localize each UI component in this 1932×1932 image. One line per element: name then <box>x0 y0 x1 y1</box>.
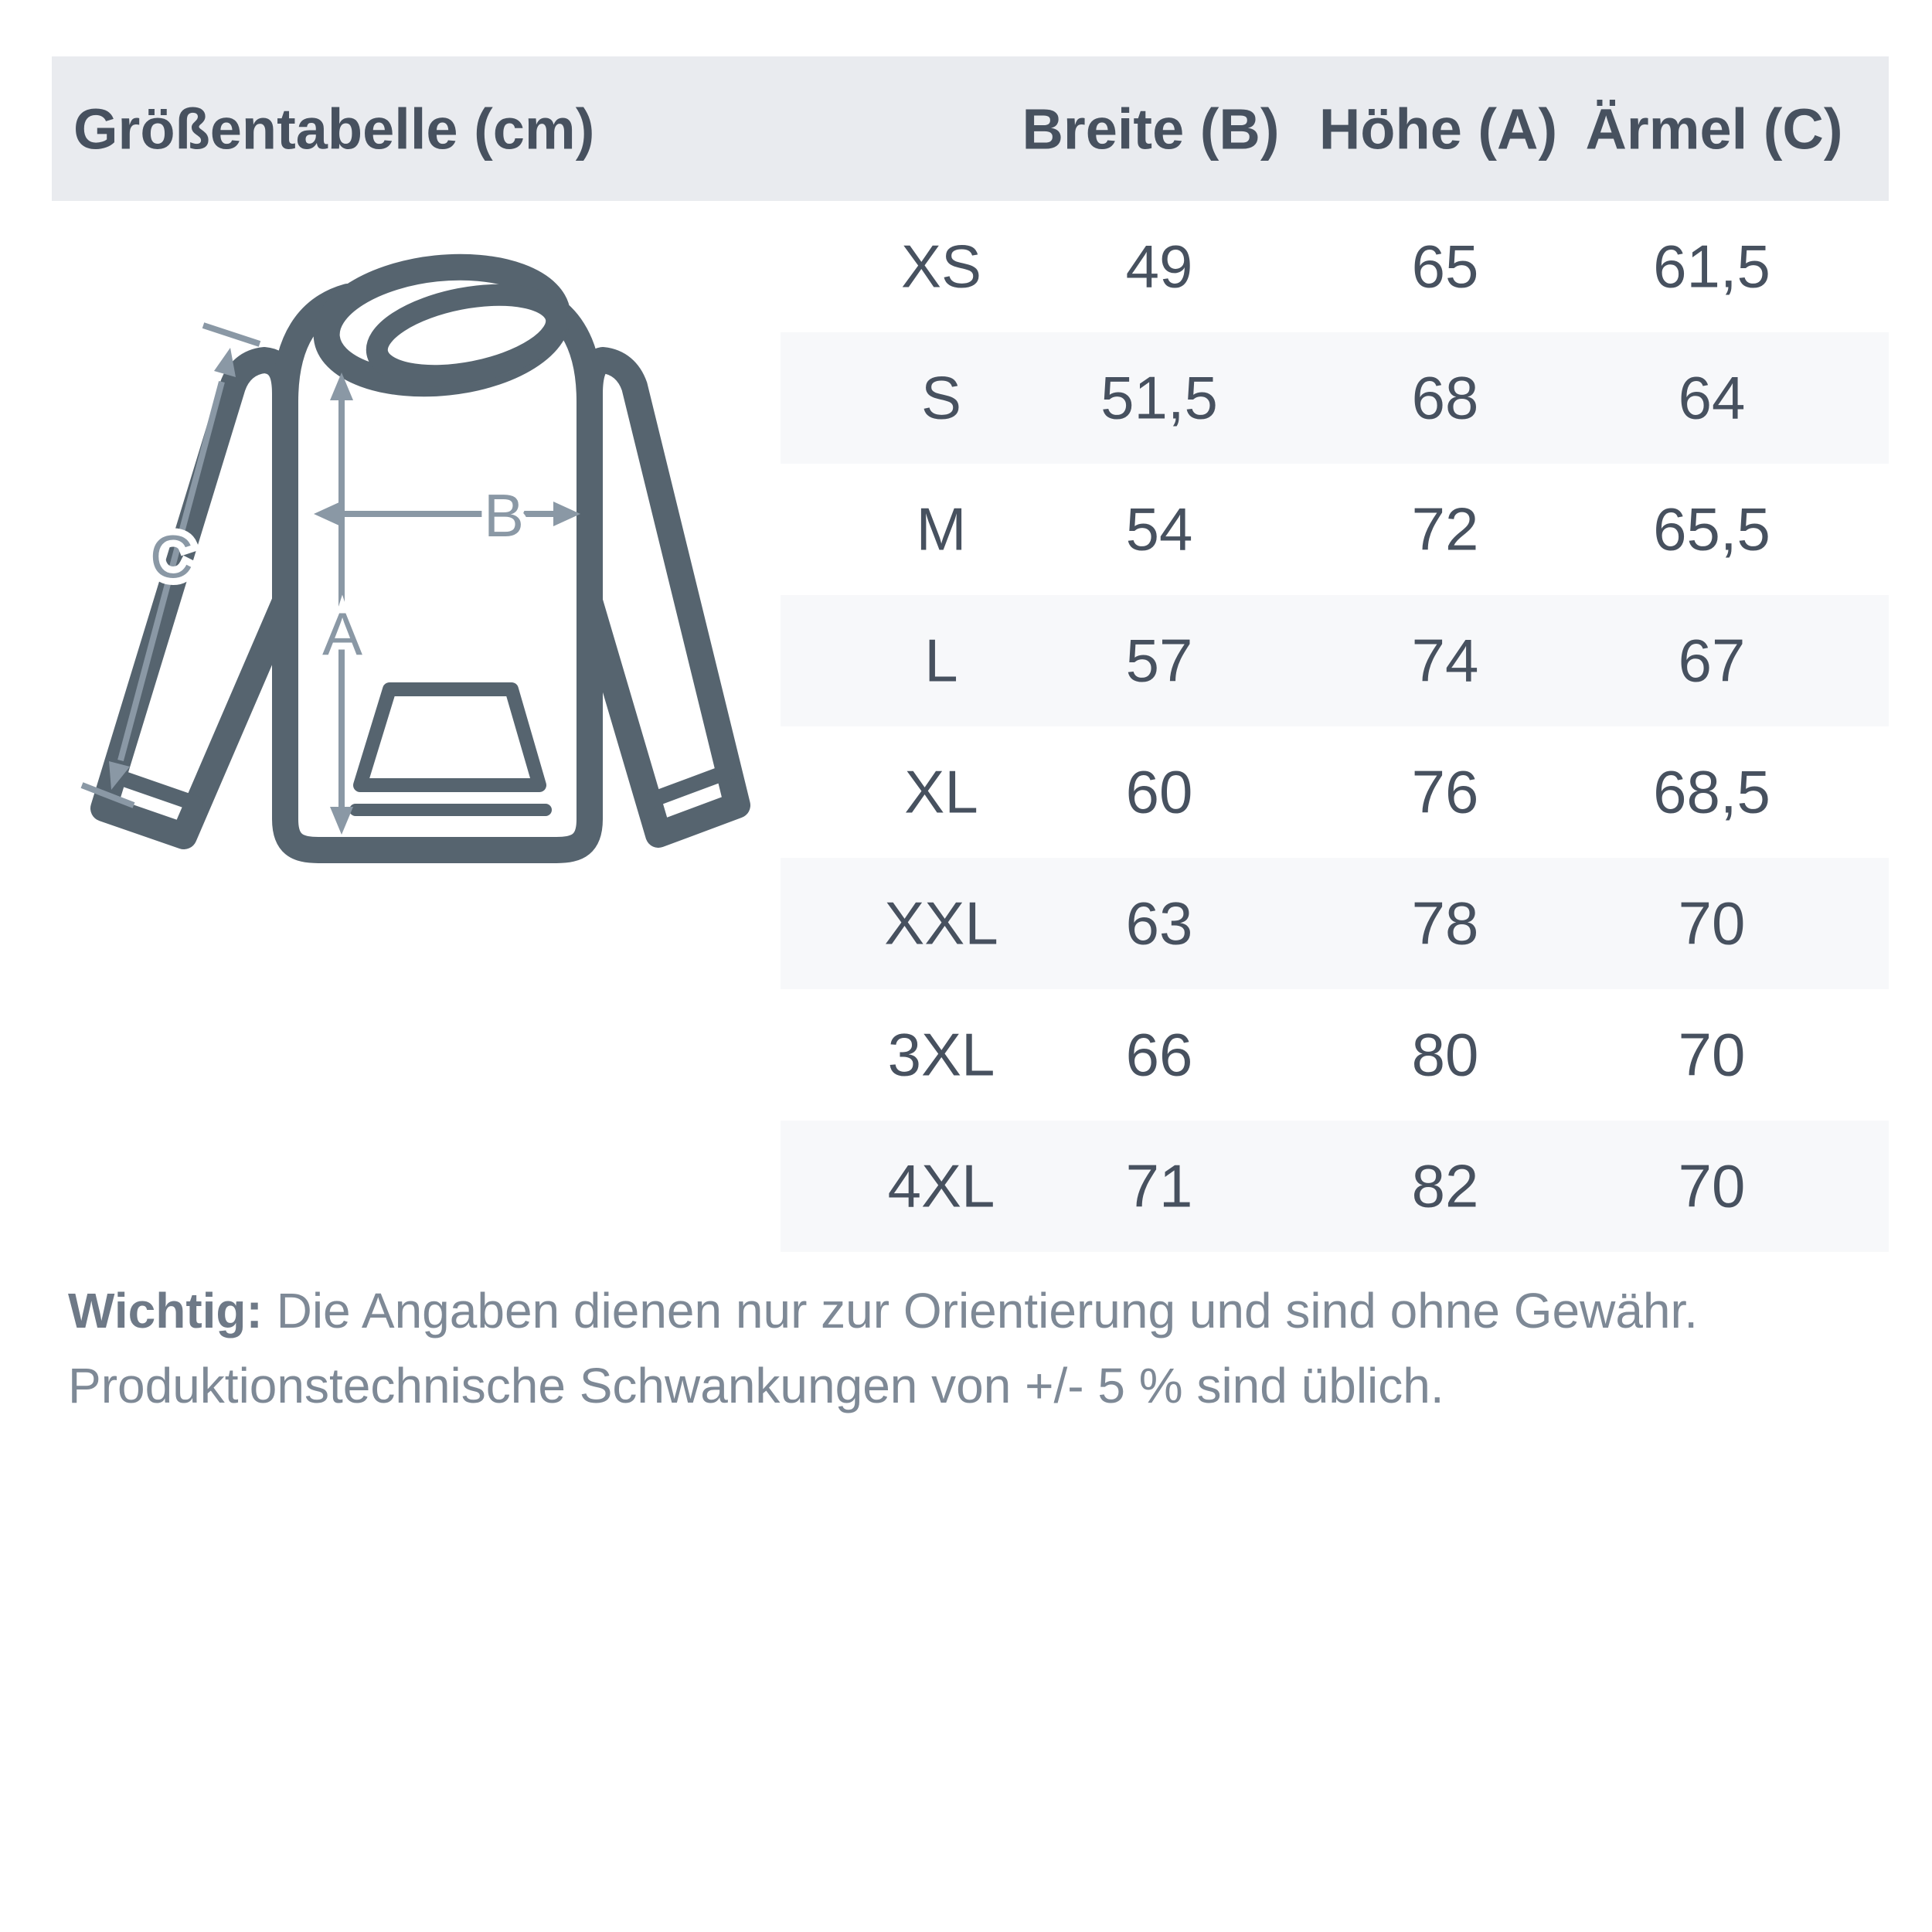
table-row <box>781 726 1889 858</box>
breite-value: 71 <box>1125 1151 1193 1220</box>
size-label: L <box>924 626 958 695</box>
hoehe-value: 76 <box>1411 757 1479 826</box>
footnote <box>68 1274 1876 1423</box>
hoehe-value: 68 <box>1411 363 1479 432</box>
aermel-value: 70 <box>1678 1020 1746 1089</box>
footnote-line-1-text: Die Angaben dienen nur zur Orientierung und sind ohne Gewähr. <box>262 1283 1699 1338</box>
measure-tick-c-top <box>203 325 260 344</box>
footnote-line-1 <box>68 1274 1876 1349</box>
column-header-hoehe: Höhe (A) <box>1318 97 1558 161</box>
table-row <box>781 595 1889 726</box>
table-row <box>781 201 1889 332</box>
table-row <box>781 464 1889 595</box>
hoehe-value: 80 <box>1411 1020 1479 1089</box>
table-row <box>781 858 1889 989</box>
breite-value: 66 <box>1125 1020 1193 1089</box>
hoehe-value: 82 <box>1411 1151 1479 1220</box>
breite-value: 54 <box>1125 495 1193 563</box>
aermel-value: 67 <box>1678 626 1746 695</box>
table-row <box>781 332 1889 464</box>
table-header-band <box>52 56 1889 201</box>
footnote-important-label: Wichtig: <box>68 1283 263 1338</box>
size-label: XXL <box>884 889 998 957</box>
size-label: XL <box>904 757 978 826</box>
hoodie-measurement-diagram <box>62 216 804 912</box>
hoehe-value: 65 <box>1411 232 1479 301</box>
table-row <box>781 989 1889 1121</box>
aermel-value: 61,5 <box>1653 232 1770 301</box>
page-title: Größentabelle (cm) <box>73 97 595 161</box>
aermel-value: 70 <box>1678 1151 1746 1220</box>
size-label: 4XL <box>887 1151 995 1220</box>
column-header-aermel: Ärmel (C) <box>1585 97 1843 161</box>
measure-label-c: C <box>149 522 194 590</box>
breite-value: 60 <box>1125 757 1193 826</box>
hoodie-diagram-svg <box>62 216 804 912</box>
hoodie-left-sleeve <box>104 360 285 836</box>
breite-value: 57 <box>1125 626 1193 695</box>
hoodie-right-sleeve <box>590 360 737 835</box>
breite-value: 49 <box>1125 232 1193 301</box>
aermel-value: 64 <box>1678 363 1746 432</box>
size-label: XS <box>900 232 982 301</box>
breite-value: 51,5 <box>1100 363 1218 432</box>
aermel-value: 68,5 <box>1653 757 1770 826</box>
table-row <box>781 1121 1889 1252</box>
hoehe-value: 72 <box>1411 495 1479 563</box>
footnote-line-2: Produktionstechnische Schwankungen von +/- 5 % sind üblich. <box>68 1358 1444 1413</box>
measure-label-a: A <box>321 600 363 668</box>
measure-label-b: B <box>483 481 525 549</box>
table-rows <box>781 201 1889 1252</box>
hoodie-pocket <box>360 689 539 785</box>
hoehe-value: 74 <box>1411 626 1479 695</box>
arrowhead-c-top <box>214 348 236 377</box>
aermel-value: 70 <box>1678 889 1746 957</box>
size-label: S <box>920 363 962 432</box>
column-header-breite: Breite (B) <box>1022 97 1280 161</box>
size-label: M <box>916 495 967 563</box>
size-label: 3XL <box>887 1020 995 1089</box>
hoodie-outline <box>104 257 737 850</box>
hoehe-value: 78 <box>1411 889 1479 957</box>
aermel-value: 65,5 <box>1653 495 1770 563</box>
breite-value: 63 <box>1125 889 1193 957</box>
